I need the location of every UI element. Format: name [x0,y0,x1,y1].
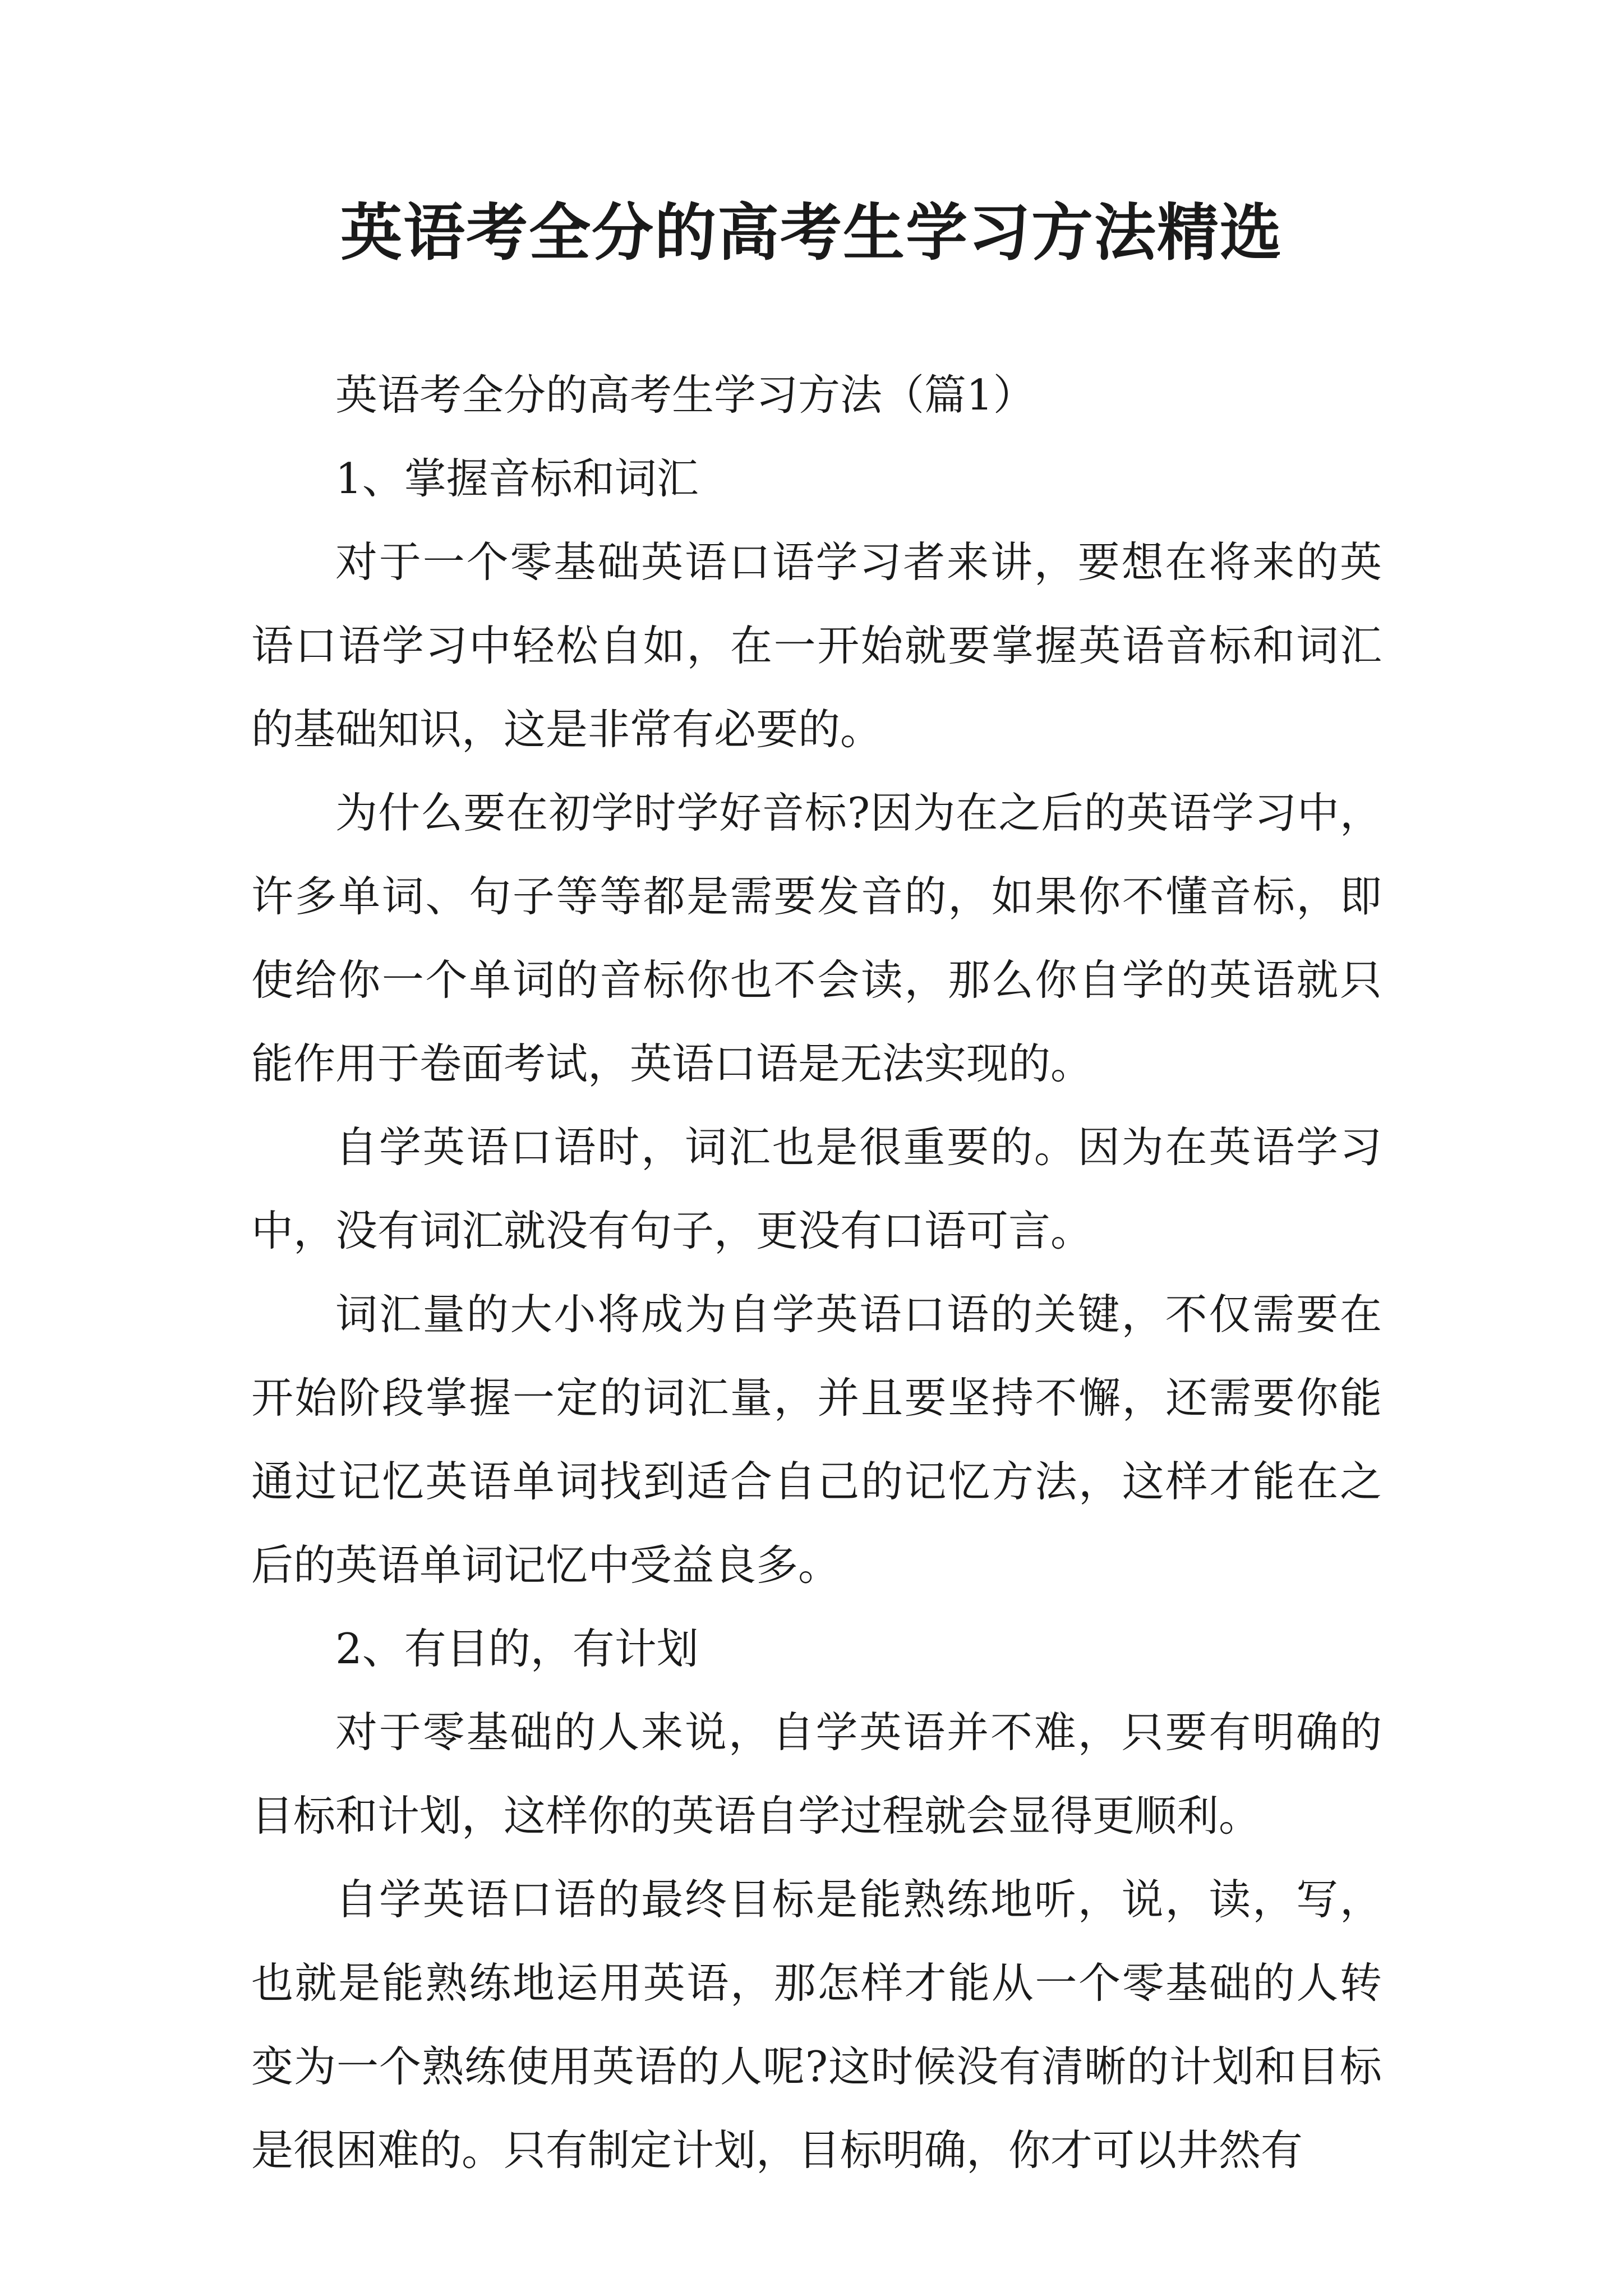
document-body [251,353,1382,2192]
section-heading: 英语考全分的高考生学习方法（篇1） [335,370,1035,420]
paragraph: 对于一个零基础英语口语学习者来讲，要想在将来的英语口语学习中轻松自如，在一开始就要掌握英语音标和词汇的基础知识，这是非常有必要的。 [251,537,1382,754]
paragraph: 自学英语口语的最终目标是能熟练地听，说，读，写，也就是能熟练地运用英语，那怎样才能从一个零基础的人转变为一个熟练使用英语的人呢?这时候没有清晰的计划和目标是很困难的。只有制定计划，目标明确，你才可以井然有 [251,1875,1382,2175]
paragraph: 词汇量的大小将成为自学英语口语的关键，不仅需要在开始阶段掌握一定的词汇量，并且要坚持不懈，还需要你能通过记忆英语单词找到适合自己的记忆方法，这样才能在之后的英语单词记忆中受益良多。 [251,1290,1382,1590]
paragraph: 对于零基础的人来说，自学英语并不难，只要有明确的目标和计划，这样你的英语自学过程就会显得更顺利。 [251,1708,1382,1841]
paragraph: 自学英语口语时，词汇也是很重要的。因为在英语学习中，没有词汇就没有句子，更没有口语可言。 [251,1122,1382,1255]
subheading-2: 2、有目的，有计划 [335,1624,699,1673]
document-title: 英语考全分的高考生学习方法精选 [340,197,1283,269]
subheading-1: 1、掌握音标和词汇 [335,454,699,503]
paragraph: 为什么要在初学时学好音标?因为在之后的英语学习中，许多单词、句子等等都是需要发音的，如果你不懂音标，即使给你一个单词的音标你也不会读，那么你自学的英语就只能作用于卷面考试，英语口语是无法实现的。 [251,788,1382,1088]
